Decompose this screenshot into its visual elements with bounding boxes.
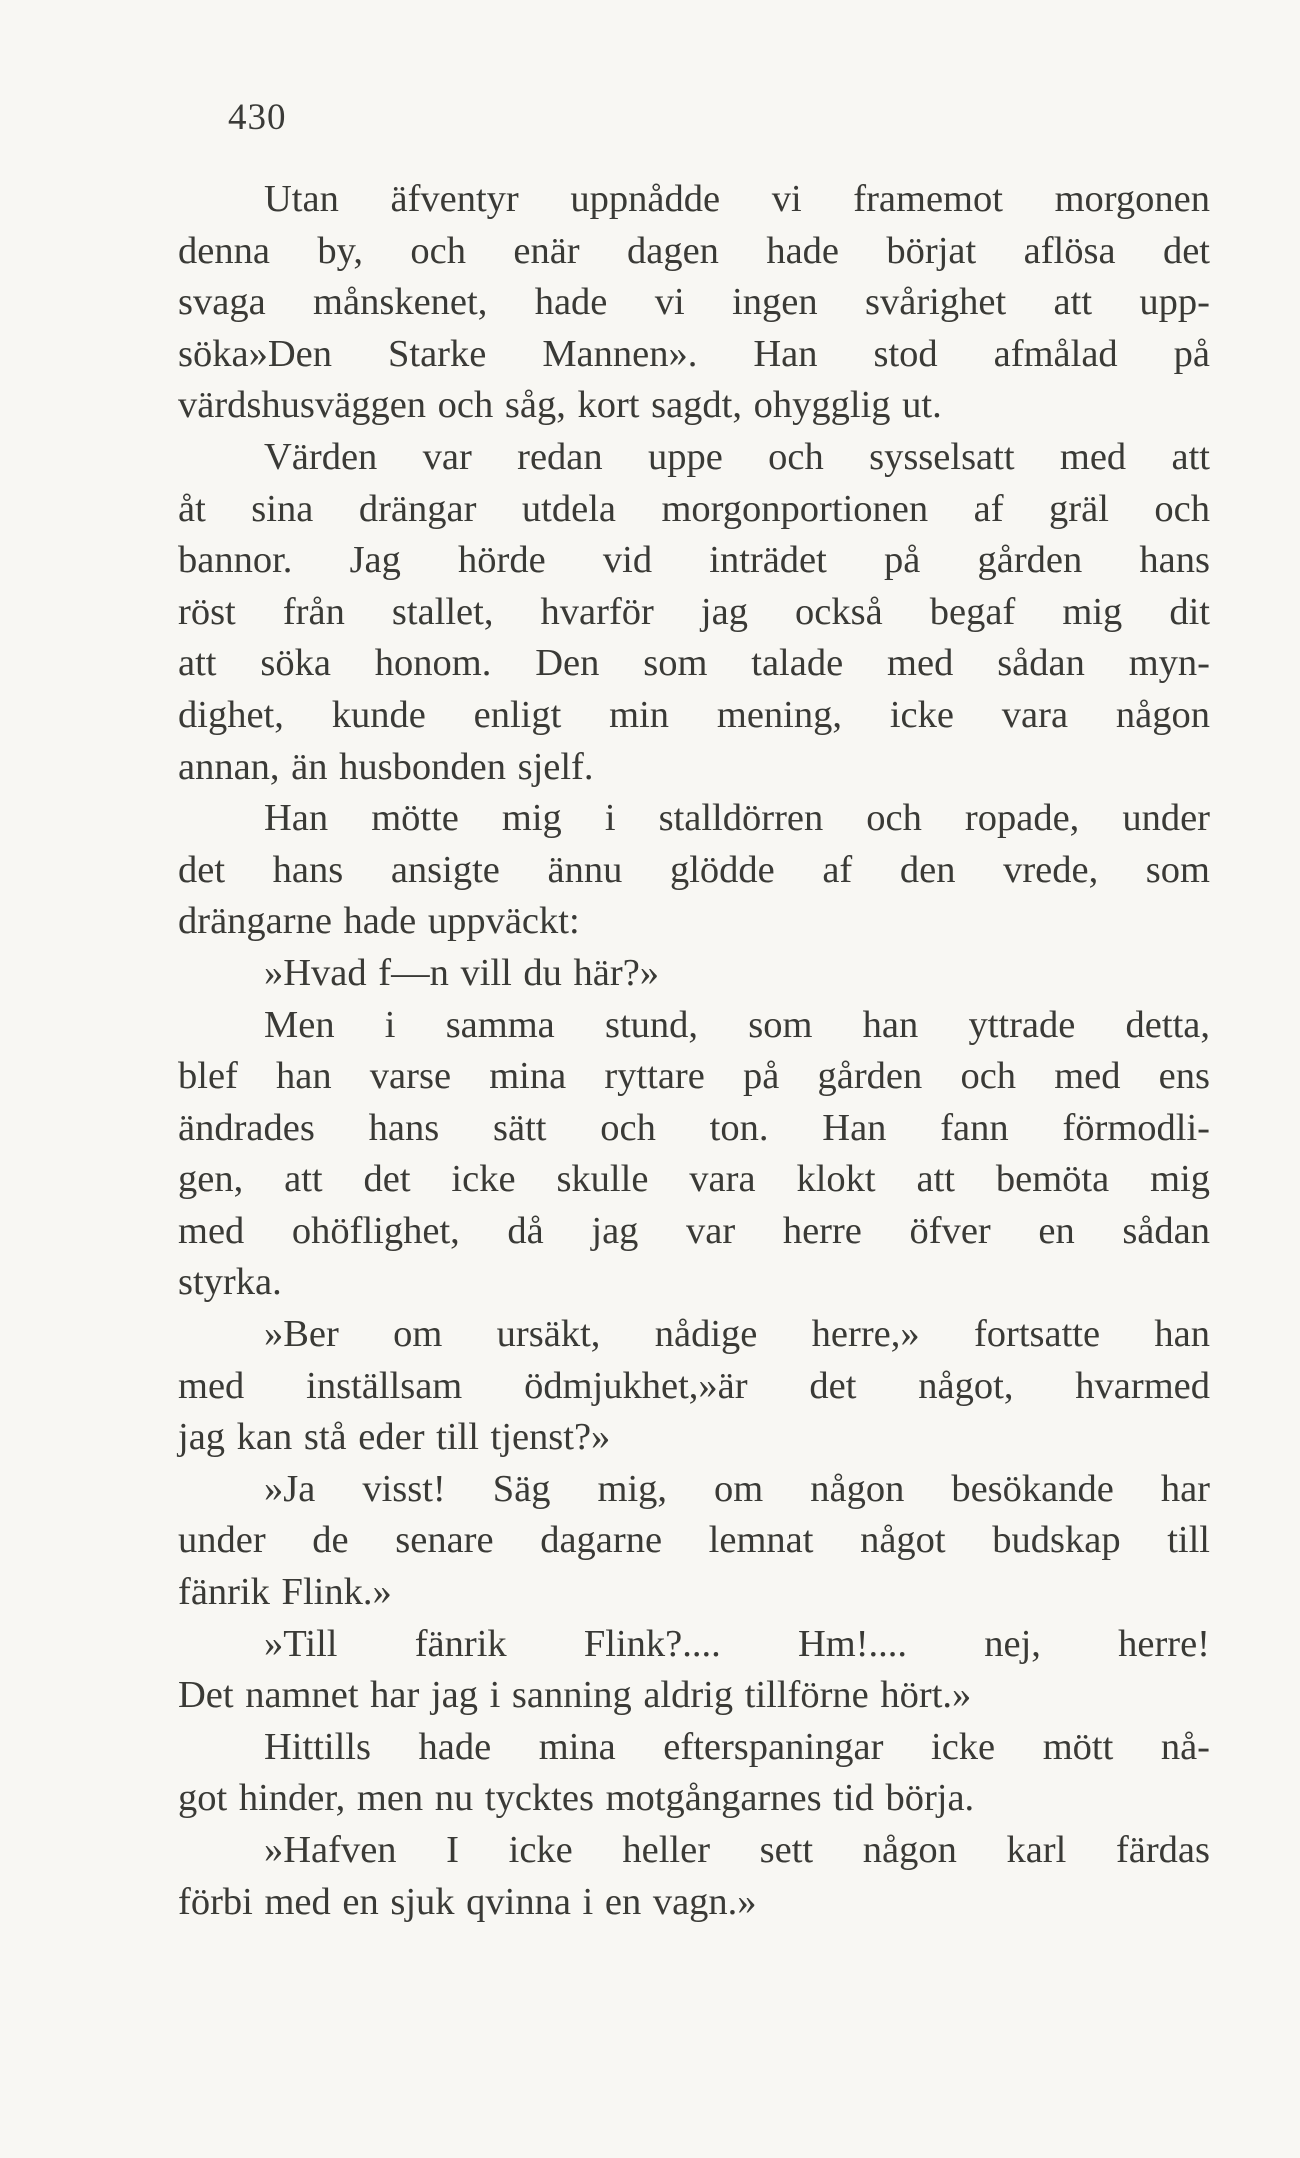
- text-line: blef han varse mina ryttare på gården och med ens: [178, 1055, 1210, 1098]
- text-line: att söka honom. Den som talade med sådan myn-: [178, 642, 1210, 685]
- text-line: förbi med en sjuk qvinna i en vagn.»: [178, 1880, 757, 1923]
- text-line: röst från stallet, hvarför jag också begaf mig dit: [178, 590, 1210, 633]
- text-line: denna by, och enär dagen hade börjat aflösa det: [178, 229, 1210, 272]
- text-line: styrka.: [178, 1261, 282, 1304]
- body-text: [178, 174, 1210, 1928]
- text-line: fänrik Flink.»: [178, 1571, 392, 1614]
- page-number: 430: [228, 97, 287, 138]
- text-line: med inställsam ödmjukhet,»är det något, hvarmed: [178, 1364, 1210, 1407]
- text-line: det hans ansigte ännu glödde af den vrede, som: [178, 848, 1210, 891]
- text-line: under de senare dagarne lemnat något budskap till: [178, 1519, 1210, 1562]
- text-line: »Ja visst! Säg mig, om någon besökande har: [264, 1467, 1210, 1510]
- text-line: Värden var redan uppe och sysselsatt med att: [264, 435, 1210, 478]
- text-line: ändrades hans sätt och ton. Han fann förmodli-: [178, 1106, 1210, 1149]
- text-line: »Hvad f—n vill du här?»: [264, 951, 660, 994]
- text-line: med ohöflighet, då jag var herre öfver en sådan: [178, 1209, 1210, 1252]
- text-line: drängarne hade uppväckt:: [178, 900, 580, 943]
- text-line: bannor. Jag hörde vid inträdet på gården hans: [178, 539, 1210, 582]
- text-line: värdshusväggen och såg, kort sagdt, ohygglig ut.: [178, 384, 942, 427]
- text-line: svaga månskenet, hade vi ingen svårighet att upp-: [178, 281, 1210, 324]
- text-line: dighet, kunde enligt min mening, icke vara någon: [178, 693, 1210, 736]
- text-line: gen, att det icke skulle vara klokt att bemöta mig: [178, 1158, 1210, 1201]
- text-line: Han mötte mig i stalldörren och ropade, under: [264, 797, 1210, 840]
- text-line: Det namnet har jag i sanning aldrig tillförne hört.»: [178, 1674, 972, 1717]
- text-line: got hinder, men nu tycktes motgångarnes tid börja.: [178, 1777, 975, 1820]
- text-line: Men i samma stund, som han yttrade detta,: [264, 1003, 1210, 1046]
- text-line: åt sina drängar utdela morgonportionen af gräl och: [178, 487, 1210, 530]
- text-line: jag kan stå eder till tjenst?»: [178, 1416, 611, 1459]
- text-line: Hittills hade mina efterspaningar icke mött nå-: [264, 1725, 1210, 1768]
- text-line: annan, än husbonden sjelf.: [178, 745, 594, 788]
- text-line: »Ber om ursäkt, nådige herre,» fortsatte han: [264, 1313, 1210, 1356]
- text-line: söka»Den Starke Mannen». Han stod afmålad på: [178, 332, 1210, 375]
- text-line: »Hafven I icke heller sett någon karl färdas: [264, 1829, 1210, 1871]
- text-line: Utan äfventyr uppnådde vi framemot morgonen: [264, 178, 1210, 220]
- text-line: »Till fänrik Flink?.... Hm!.... nej, herre!: [264, 1622, 1210, 1665]
